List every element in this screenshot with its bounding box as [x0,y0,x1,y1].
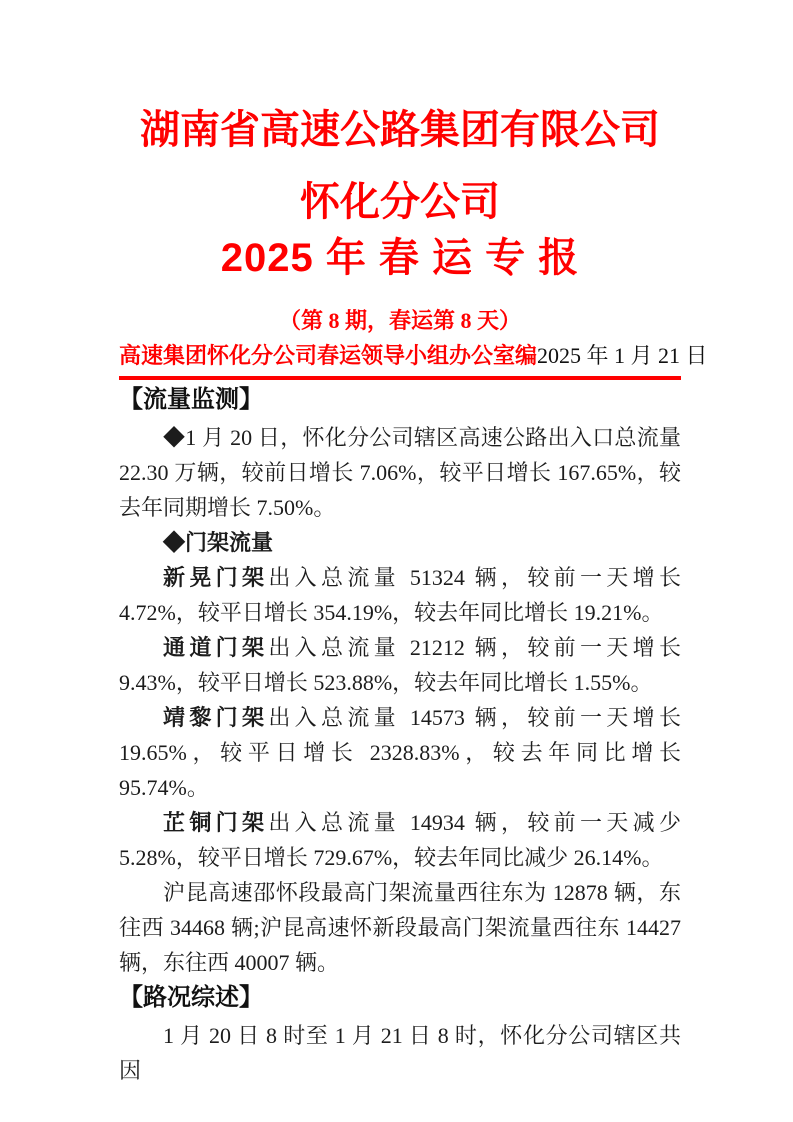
gantry-name: 新晃门架 [163,565,269,590]
text-block [119,0,708,1088]
issue-date: 2025 年 1 月 21 日 [537,343,708,368]
gantry-name: 靖黎门架 [163,705,269,730]
gantry-paragraph-xinhuang [119,560,681,630]
document-title-line2: 怀化分公司 [300,180,500,224]
section-heading-traffic-monitor: 【流量监测】 [119,386,263,413]
diamond-bullet-icon: ◆ [163,425,186,450]
diamond-bullet-icon: ◆ [163,530,186,555]
document-body [119,380,681,1088]
issue-number-subtitle: （第 8 期，春运第 8 天） [278,308,521,333]
editor-row [119,341,708,371]
gantry-name: 通道门架 [163,635,269,660]
document-title-line1: 湖南省高速公路集团有限公司 [140,108,660,152]
document-title-line3: 2025 年 春 运 专 报 [220,236,580,280]
gantry-detail: 出入总流量 14573 辆，较前一天增长 19.65%，较平日增长 2328.83%，较去年同比增长 95.74%。 [119,705,681,800]
gantry-paragraph-zhitong [119,805,681,875]
section-heading-road-conditions: 【路况综述】 [119,984,263,1011]
gantry-detail: 出入总流量 21212 辆，较前一天增长 9.43%，较平日增长 523.88%，较去年同比增长 1.55%。 [119,635,681,695]
total-flow-text: 1 月 20 日，怀化分公司辖区高速公路出入口总流量 22.30 万辆，较前日增长 7.06%，较平日增长 167.65%，较去年同期增长 7.50%。 [119,425,681,520]
gantry-paragraph-tongdao [119,630,681,700]
editor-label: 高速集团怀化分公司春运领导小组办公室编 [119,343,538,368]
gantry-detail: 出入总流量 14934 辆，较前一天减少 5.28%，较平日增长 729.67%，较去年同比减少 26.14%。 [119,810,681,870]
gantry-flow-subheading-label: 门架流量 [185,530,274,555]
gantry-flow-subheading [119,525,681,560]
total-flow-paragraph [119,420,681,525]
max-gantry-flow-paragraph: 沪昆高速邵怀段最高门架流量西往东为 12878 辆，东往西 34468 辆;沪昆高速怀新段最高门架流量西往东 14427 辆，东往西 40007 辆。 [119,880,681,975]
gantry-paragraph-jingli [119,700,681,805]
gantry-detail: 出入总流量 51324 辆，较前一天增长 4.72%，较平日增长 354.19%，较去年同比增长 19.21%。 [119,565,681,625]
gantry-name: 芷铜门架 [163,810,269,835]
road-conditions-intro-paragraph: 1 月 20 日 8 时至 1 月 21 日 8 时，怀化分公司辖区共因 [119,1023,681,1083]
